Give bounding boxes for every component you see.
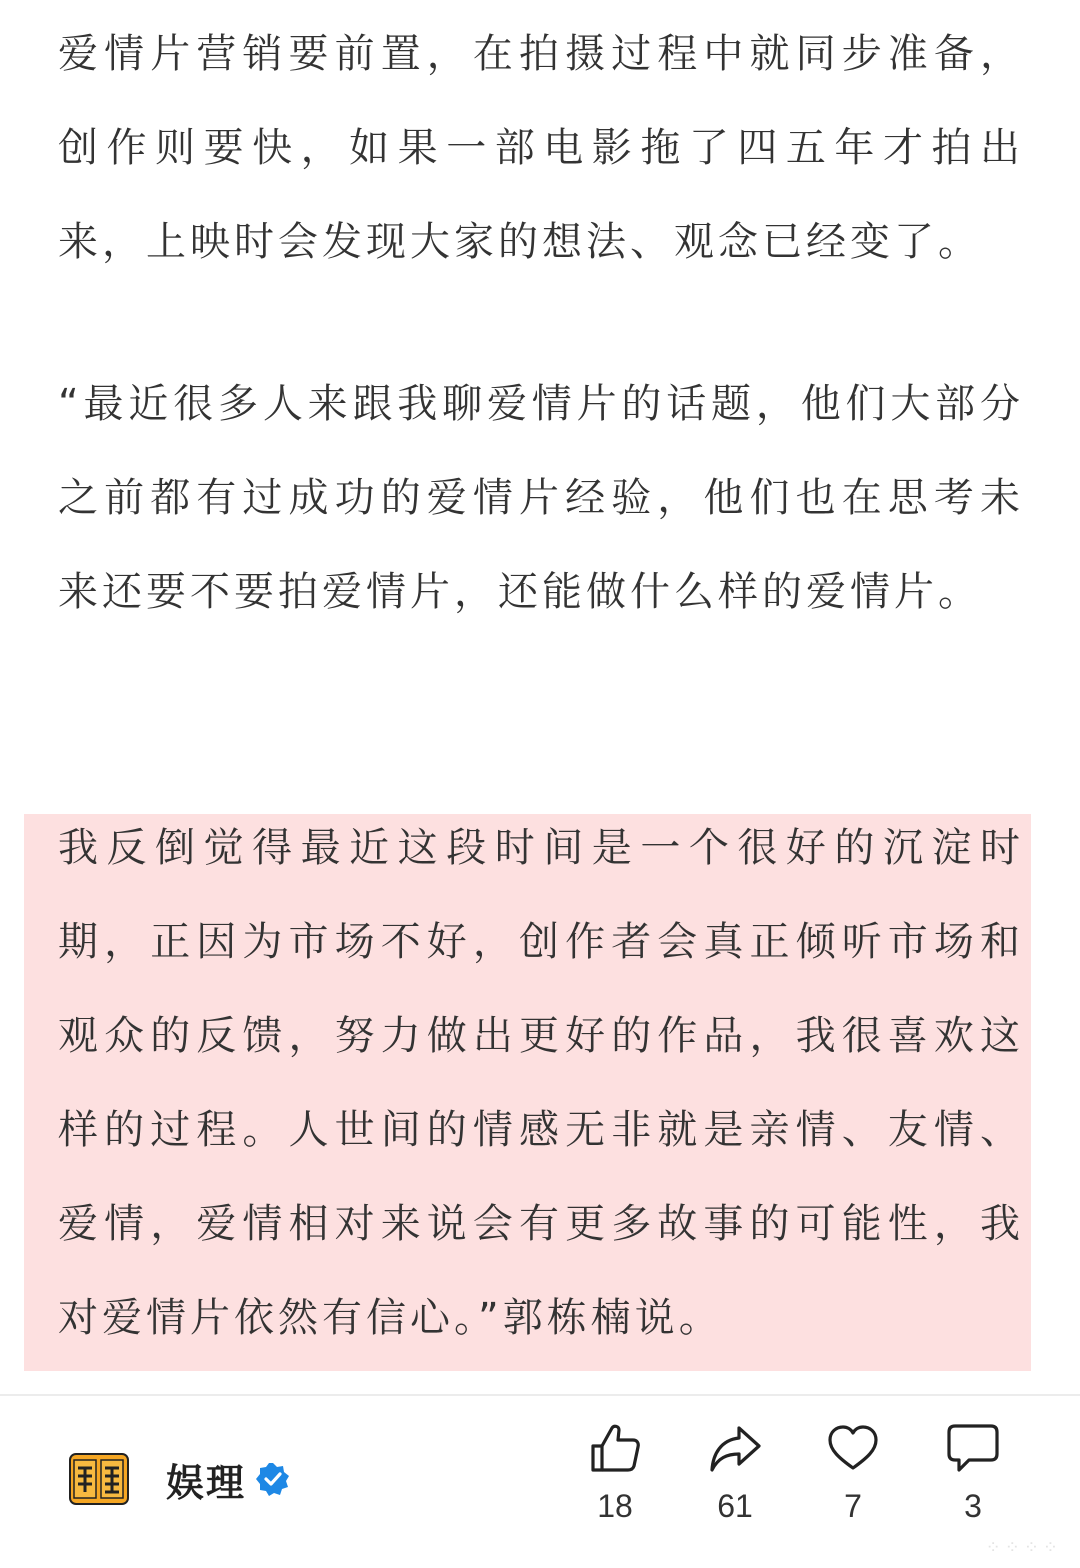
author-name[interactable]: 娱理: [166, 1460, 247, 1505]
share-count: 61: [717, 1488, 753, 1524]
like-count: 18: [597, 1488, 633, 1524]
thumbs-up-icon: [565, 1420, 665, 1476]
comment-button[interactable]: [923, 1420, 1023, 1540]
verified-badge-icon: [256, 1462, 290, 1496]
author-logo-icon[interactable]: [68, 1448, 130, 1510]
corner-watermark: ⁘⁘⁘⁘: [985, 1537, 1062, 1558]
share-button[interactable]: [685, 1420, 785, 1540]
favorite-count: 7: [844, 1488, 862, 1524]
action-bar: [560, 1420, 1040, 1540]
article-paragraph-2: “最近很多人来跟我聊爱情片的话题，他们大部分之前都有过成功的爱情片经验，他们也在思考未来还要不要拍爱情片，还能做什么样的爱情片。: [58, 381, 1024, 615]
heart-icon: [803, 1420, 903, 1476]
like-button[interactable]: [565, 1420, 665, 1540]
favorite-button[interactable]: [803, 1420, 903, 1540]
author-info[interactable]: [68, 1442, 290, 1516]
article-paragraph-3-highlighted: 我反倒觉得最近这段时间是一个很好的沉淀时期，正因为市场不好，创作者会真正倾听市场和观众的反馈，努力做出更好的作品，我很喜欢这样的过程。人世间的情感无非就是亲情、友情、爱情，爱情相对来说会有更多故事的可能性，我对爱情片依然有信心。”郭栋楠说。: [58, 825, 1024, 1341]
article-paragraph-1: 爱情片营销要前置，在拍摄过程中就同步准备，创作则要快，如果一部电影拖了四五年才拍出来，上映时会发现大家的想法、观念已经变了。: [58, 31, 1024, 265]
comment-bubble-icon: [923, 1420, 1023, 1476]
share-arrow-icon: [685, 1420, 785, 1476]
comment-count: 3: [964, 1488, 982, 1524]
bottom-bar-divider: [0, 1394, 1080, 1396]
